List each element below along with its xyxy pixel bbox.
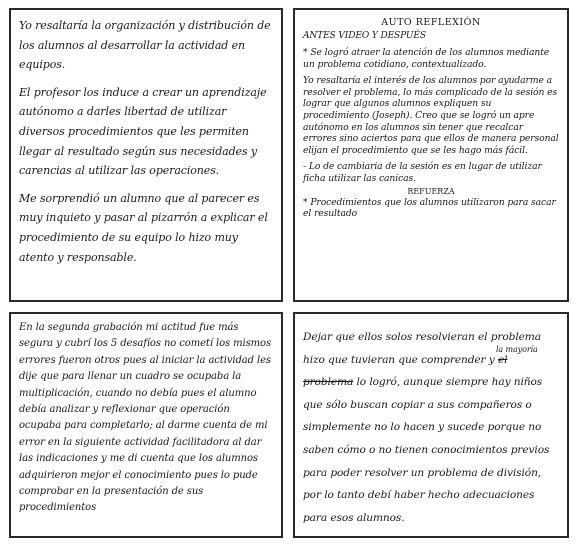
refuerza-label: REFUERZA	[407, 186, 455, 196]
paragraph-change: - Lo de cambiaria de la sesión es en lugar de utilizar ficha utilizar las canicas.	[303, 161, 542, 184]
reflection-panel-top-left	[9, 8, 283, 302]
panel-subtitle: ANTES VIDEO Y DESPUÉS	[303, 31, 426, 41]
paragraph-interest: Yo resaltaría el interés de los alumnos por ayudarme a resolver el problema, lo más complicado de la sesión es lograr que algunos alumnos expliquen su procedimiento (Joseph). Creo que se logró un apre autónomo en los alumnos sin tener que recalcar errores sino aciertos para que ellos de manera personal elijan el procedimiento que se les hago más fácil.	[303, 75, 559, 156]
struck-text: el problema	[303, 353, 508, 389]
text-part-2: lo logró, aunque siempre hay niños que sólo buscan copiar a sus compañeros o simplemente no lo hacen y sucede porque no saben cómo o no tienen conocimientos previos para poder resolver un problema de división, por lo tanto debí haber hecho adecuaciones para esos alumnos.	[303, 376, 550, 524]
paragraph-organization: Yo resaltaría la organización y distribución de los alumnos al desarrollar la actividad en equipos.	[19, 19, 271, 72]
panel-title: AUTO REFLEXIÓN	[381, 17, 481, 28]
paragraph-attention: * Se logró atraer la atención de los alumnos mediante un problema cotidiano, contextualizado.	[303, 47, 550, 70]
reflection-panel-top-right	[293, 8, 569, 302]
paragraph-procedures: * Procedimientos que los alumnos utilizaron para sacar el resultado	[303, 196, 556, 220]
inserted-text: la mayoría	[495, 344, 538, 354]
paragraph-surprise: Me sorprendió un alumno que al parecer es muy inquieto y pasar al pizarrón a explicar el procedimiento de su equipo lo hizo muy atento y responsable.	[19, 191, 268, 264]
reflection-panel-bottom-left	[9, 312, 283, 538]
paragraph-second-recording: En la segunda grabación mi actitud fue más segura y cubrí los 5 desafíos no cometí los mismos errores fueron otros pues al iniciar la actividad les dije que para llenar un cuadro se ocupaba la multiplicación, cuando no debía pues el alumno debía analizar y reflexionar que operación ocupaba para completarlo; al darme cuenta de mi error en la siguiente actividad facilitadora al dar las indicaciones y me di cuenta que los alumnos adquirieron mejor el conocimiento pues lo pude comprobar en la presentación de sus procedimientos	[19, 322, 271, 514]
paragraph-solve-alone	[303, 320, 559, 529]
paragraph-teacher: El profesor los induce a crear un aprendizaje autónomo a darles libertad de utilizar diversos procedimientos que les permiten llegar al resultado según sus necesidades y carencias al utilizar las operaciones.	[19, 85, 267, 178]
text-part-1: Dejar que ellos solos resolvieran el problema hizo que tuvieran que comprender y	[303, 331, 541, 366]
reflection-panel-bottom-right	[293, 312, 569, 538]
